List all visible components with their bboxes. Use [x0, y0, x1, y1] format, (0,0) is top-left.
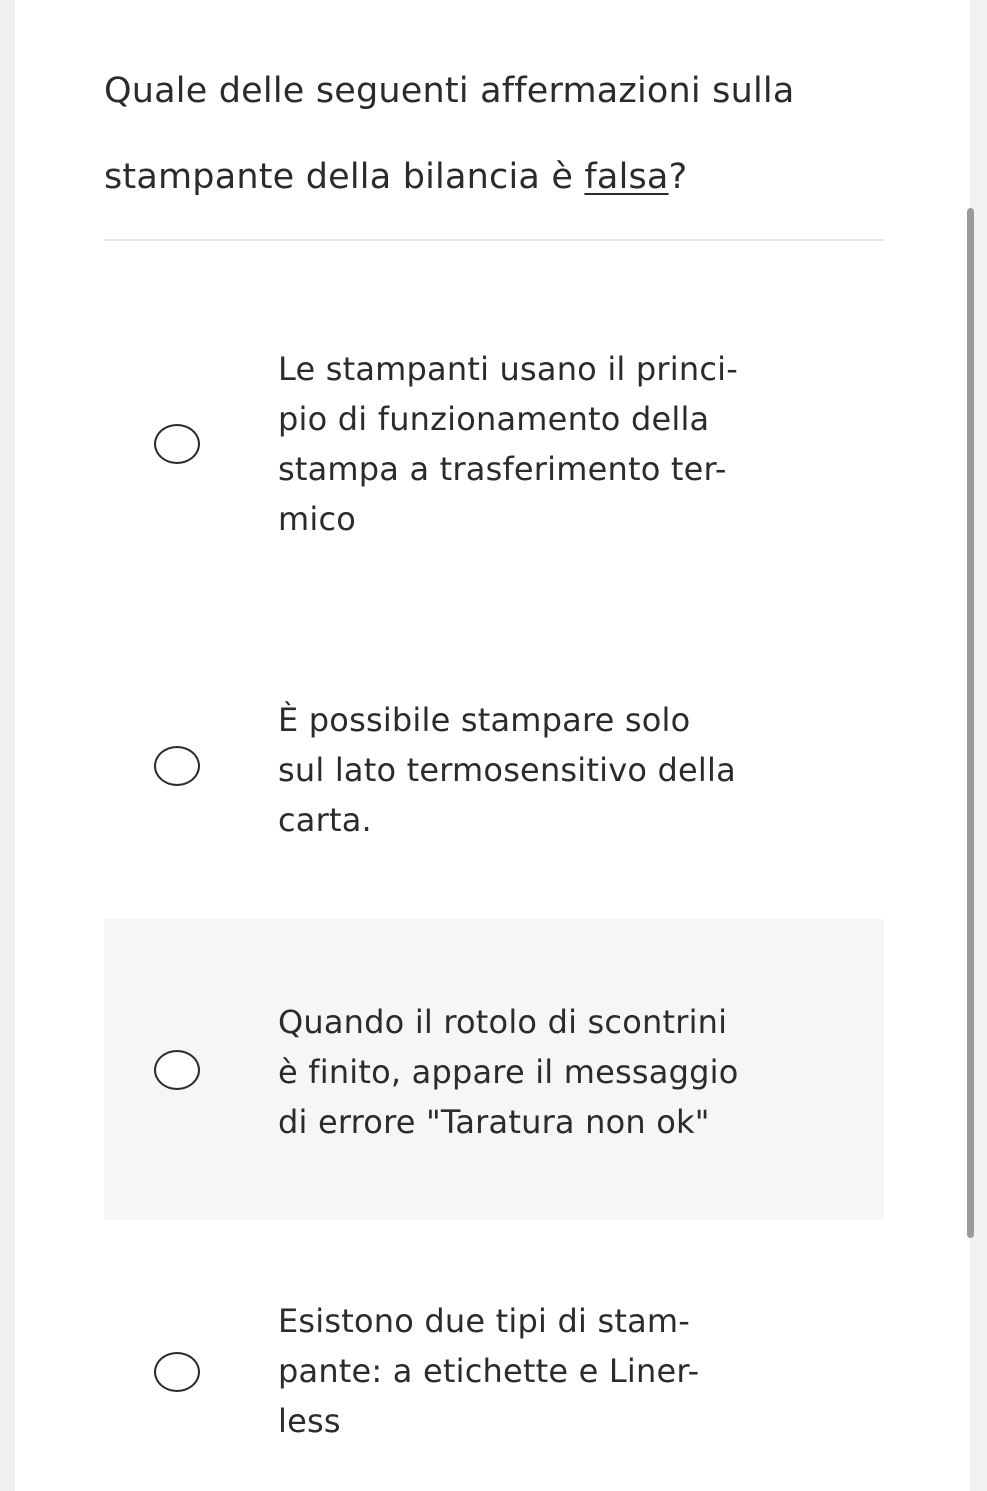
radio-button-3[interactable] [154, 1050, 200, 1090]
answer-option-1-line-4: mico [278, 500, 357, 538]
question-emphasis: falsa [584, 157, 669, 197]
answer-option-4[interactable] [104, 1230, 884, 1480]
radio-button-4[interactable] [154, 1352, 200, 1392]
answer-option-3-line-1: Quando il rotolo di scontrini [278, 1003, 728, 1041]
answer-option-4-line-1: Esistono due tipi di stam- [278, 1302, 690, 1340]
answer-option-1-text [278, 344, 818, 544]
answer-option-2-text [278, 695, 818, 845]
scrollbar-thumb[interactable] [967, 208, 974, 1238]
answer-option-3[interactable] [104, 919, 884, 1220]
answer-option-1-line-1: Le stampanti usano il princi- [278, 350, 738, 388]
question-text [104, 48, 884, 220]
answer-option-3-line-3: di errore "Taratura non ok" [278, 1103, 710, 1141]
question-prefix: Quale delle seguenti affermazioni sulla stampante della bilancia è [104, 71, 795, 197]
answer-option-2-line-3: carta. [278, 801, 372, 839]
answer-option-3-text [278, 997, 818, 1147]
question-divider [104, 239, 884, 241]
radio-button-1[interactable] [154, 424, 200, 464]
answer-option-1-line-3: stampa a trasferimento ter- [278, 450, 727, 488]
answer-option-3-line-2: è finito, appare il messaggio [278, 1053, 739, 1091]
answer-option-4-line-3: less [278, 1402, 341, 1440]
answer-option-1[interactable] [104, 318, 884, 608]
answer-option-2-line-2: sul lato termosensitivo della [278, 751, 736, 789]
answer-option-4-text [278, 1296, 818, 1446]
page-background-edge [0, 0, 15, 1491]
answer-option-2[interactable] [104, 618, 884, 908]
radio-button-2[interactable] [154, 746, 200, 786]
answer-option-4-line-2: pante: a etichette e Liner- [278, 1352, 700, 1390]
answer-option-1-line-2: pio di funzionamento della [278, 400, 710, 438]
question-suffix: ? [668, 157, 688, 197]
answer-option-2-line-1: È possibile stampare solo [278, 701, 691, 739]
